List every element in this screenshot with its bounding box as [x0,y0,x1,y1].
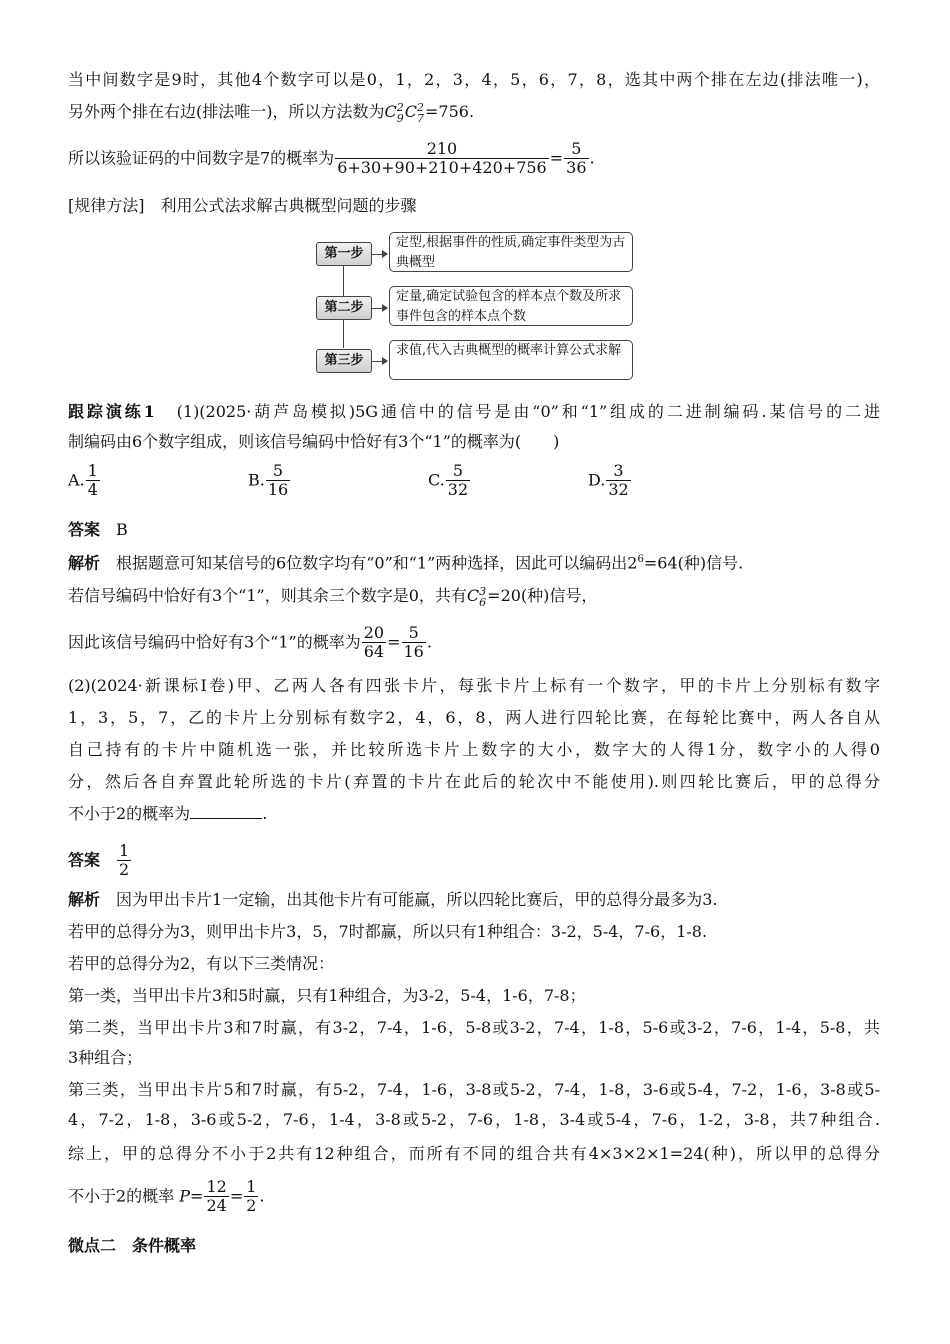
q2-line-2: 1，3，5，7，乙的卡片上分别标有数字2，4，6，8，两人进行四轮比赛，在每轮比赛中，两人各自从 [68,708,880,727]
flow-step-2-text: 定量,确定试验包含的样本点个数及所求事件包含的样本点个数 [389,286,633,326]
q2-analysis-line-4: 第一类，当甲出卡片3和5时赢，只有1种组合，为3-2，5-4，1-6，7-8； [68,986,586,1005]
q1-heading: 跟踪演练1 [68,402,155,421]
option-d[interactable]: D. $\frac{3}{32}$ [588,461,629,500]
q2-final-text: 不小于2的概率 [68,1186,175,1206]
method-tag: [规律方法] [68,196,145,215]
intro-line-2 [68,100,474,124]
q1-answer: B [116,520,128,539]
flow-step-1-text: 定型,根据事件的性质,确定事件类型为古典概型 [389,232,633,272]
q2-analysis-text-1: 因为甲出卡片1一定输，出其他卡片有可能赢，所以四轮比赛后，甲的总得分最多为3. [116,890,718,909]
option-c[interactable]: C. $\frac{5}{32}$ [428,461,469,500]
q1-line-2: 制编码由6个数字组成，则该信号编码中恰好有3个“1”的概率为( ) [68,432,560,451]
q1-analysis-text-2: 若信号编码中恰好有3个“1”，则其余三个数字是0，共有 [68,586,467,605]
method-heading [68,194,417,218]
intro-line-2-result: =756. [425,102,475,121]
combination-c92: C 2 9 C 2 7 [384,100,424,125]
intro-probability-text: 所以该验证码的中间数字是7的概率为 [68,148,335,168]
probability-variable: P [179,1186,191,1206]
q1-analysis-line-2 [68,584,597,608]
q2-analysis-line-3: 若甲的总得分为2，有以下三类情况： [68,954,335,973]
q2-final-fraction: $\frac{12}{24}$ [206,1177,227,1216]
next-section-heading: 微点二 条件概率 [68,1236,197,1255]
q1-analysis-text-2b: =20(种)信号， [487,586,598,605]
q2-line-5-text: 不小于2的概率为 [68,804,191,823]
q2-analysis-line-7: 第三类，当甲出卡片5和7时赢，有5-2，7-4，1-6，3-8或5-2，7-4，1-8，3-6或5-4，7-2，1-6，3-8或5- [68,1080,880,1099]
flow-arrow-2 [372,308,387,309]
flow-step-3-text: 求值,代入古典概型的概率计算公式求解 [389,340,633,380]
combination-c63: C 3 6 [466,584,487,609]
q2-analysis-line-5: 第二类，当甲出卡片3和7时赢，有3-2，7-4，1-6，5-8或3-2，7-4，1-8，5-6或3-2，7-6，1-4，5-8，共 [68,1018,880,1037]
q2-analysis-line-9: 综上，甲的总得分不小于2共有12种组合，而所有不同的组合共有4×3×2×1=24(种)，所以甲的总得分 [68,1144,880,1163]
flow-step-3-label: 第三步 [316,349,372,373]
answer-blank[interactable] [190,802,262,819]
q1-analysis-line-1 [68,548,743,575]
q1-analysis-label: 解析 [68,553,101,573]
q1-analysis-text-3: 因此该信号编码中恰好有3个“1”的概率为 [68,632,361,652]
q2-final-result-fraction: $\frac{1}{2}$ [246,1177,257,1216]
q2-analysis-line-2: 若甲的总得分为3，则甲出卡片3，5，7时都赢，所以只有1种组合：3-2，5-4，7-6，1-8. [68,922,708,941]
q2-final-line: 不小于2的概率 P= $\frac{12}{24}$ = $\frac{1}{2}$ . [68,1177,265,1216]
q2-line-3: 自己持有的卡片中随机选一张，并比较所选卡片上数字的大小，数字大的人得1分，数字小的人得0 [68,740,880,759]
option-a[interactable]: A. $\frac{1}{4}$ [68,461,98,500]
q1-text-1: (1)(2025·葫芦岛模拟)5G通信中的信号是由“0”和“1”组成的二进制编码.某信号的二进 [176,402,880,421]
intro-probability-line: 所以该验证码的中间数字是7的概率为 $\frac{210}{6+30+90+210+420+756}$ = $\frac{5}{36}$ . [68,139,595,178]
q1-analysis-line-3: 因此该信号编码中恰好有3个“1”的概率为 $\frac{20}{64}$ = $\frac{5}{16}$ . [68,623,432,662]
option-b[interactable]: B. $\frac{5}{16}$ [248,461,289,500]
q2-line-4: 分，然后各自弃置此轮所选的卡片(弃置的卡片在此后的轮次中不能使用).则四轮比赛后，甲的总得分 [68,772,880,791]
q2-analysis-line-6: 3种组合； [68,1048,143,1067]
q2-line-1: (2)(2024·新课标Ⅰ卷)甲、乙两人各有四张卡片，每张卡片上标有一个数字，甲的卡片上分别标有数字 [68,676,880,695]
intro-line-1: 当中间数字是9时，其他4个数字可以是0，1，2，3，4，5，6，7，8，选其中两个排在左边(排法唯一)， [68,70,880,89]
intro-line-2-text: 另外两个排在右边(排法唯一)，所以方法数为 [68,102,385,121]
q2-answer-label: 答案 [68,850,101,870]
q1-answer-line [68,518,128,542]
q2-analysis-label: 解析 [68,890,101,909]
q2-analysis-line-8: 4，7-2，1-8，3-6或5-2，7-6，1-4，3-8或5-2，7-6，1-8，3-4或5-4，7-6，1-2，3-8，共7种组合. [68,1110,880,1129]
q1-line-1 [68,400,880,424]
method-title: 利用公式法求解古典概型问题的步骤 [160,196,417,215]
q1-analysis-text-1: 根据题意可知某信号的6位数字均有“0”和“1”两种选择，因此可以编码出2 [116,553,638,573]
flow-step-1-label: 第一步 [316,242,372,266]
q2-answer-line [68,842,132,880]
q2-analysis-line-1 [68,888,717,912]
q2-line-5: 不小于2的概率为 . [68,804,268,823]
q1-fraction: $\frac{20}{64}$ [363,623,385,662]
flow-arrow-3 [372,361,387,362]
q1-analysis-text-1b: =64(种)信号. [643,553,744,573]
q1-answer-label: 答案 [68,520,101,539]
probability-fraction: $\frac{210}{6+30+90+210+420+756}$ [337,139,547,178]
exponent: 6 [637,554,644,565]
flow-step-2-label: 第二步 [316,296,372,320]
q2-answer-fraction: $\frac{1}{2}$ [119,841,130,880]
q1-result-fraction: $\frac{5}{16}$ [403,623,424,662]
flow-arrow-1 [372,254,387,255]
probability-result-fraction: $\frac{5}{36}$ [566,139,587,178]
